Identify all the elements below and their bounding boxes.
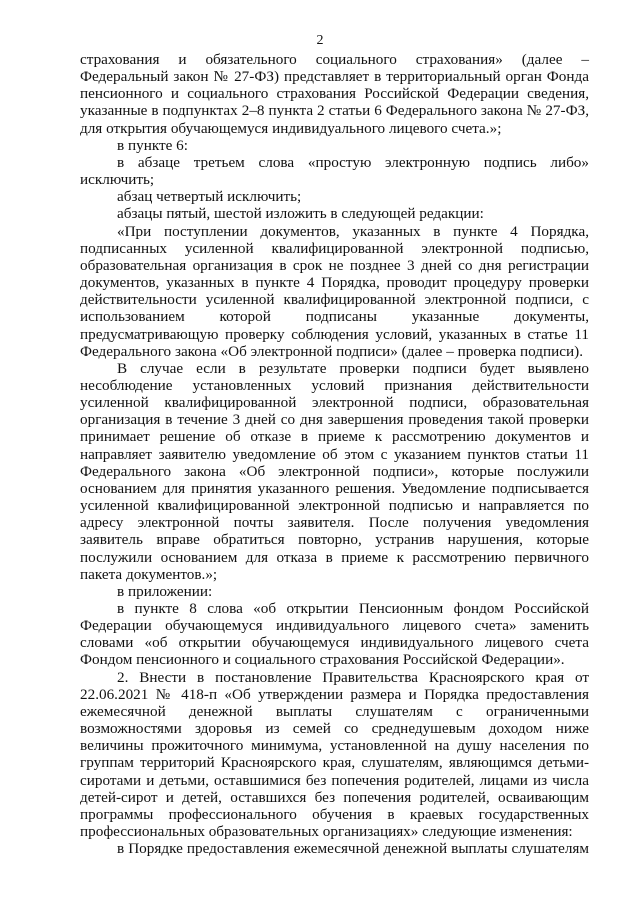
paragraph-amendment-fourth: абзац четвертый исключить; [117,188,302,206]
paragraph-appendix-item-8: в пункте 8 слова «об открытии Пенсионным фондом Российской Федерации обучающемуся индивидуального лицевого счета» заменить словами «об открытии обучающемуся индивидуального лицевого счета Фондом пенсионного и социального страхования Российской Федерации». [80,600,589,669]
paragraph-item-2-resolution: 2. Внести в постановление Правительства Красноярского края от 22.06.2021 № 418-п «Об утверждении размера и Порядка предоставления ежемесячной денежной выплаты слушателям с ограниченными возможностями здоровья из семей со среднедушевым доходом ниже величины прожиточного минимума, установленной на душу населения по группам территорий Красноярского края, слушателям, являющимся детьми-сиротами и детьми, оставшимися без попечения родителей, лицами из числа детей-сирот и детей, оставшихся без попечения родителей, осваивающим программы профессионального обучения в краевых государственных профессиональных образовательных организациях» следующие изменения: [80,668,589,841]
paragraph-continuation: страхования и обязательного социального страхования» (далее – Федеральный закон № 27-ФЗ) представляет в территориальный орган Фонда пенсионного и социального страхования Российской Федерации сведения, указанные в подпунктах 2–8 пункта 2 статьи 6 Федерального закона № 27-ФЗ, для открытия обучающемуся индивидуального лицевого счета.»; [80,51,589,137]
paragraph-order-continues: в Порядке предоставления ежемесячной денежной выплаты слушателям [117,840,589,858]
page-number: 2 [316,33,324,48]
paragraph-appendix: в приложении: [117,582,213,600]
paragraph-quote-refusal: В случае если в результате проверки подписи будет выявлено несоблюдение установленных условий признания действительности усиленной квалифицированной электронной подписи, образовательная организация в течение 3 дней со дня завершения проведения такой проверки принимает решение об отказе в приеме к рассмотрению документов и направляет заявителю уведомление об этом с указанием пунктов статьи 11 Федерального закона «Об электронной подписи», которые послужили основанием для принятия указанного решения. Уведомление подписывается усиленной квалифицированной электронной подписью и направляется по адресу электронной почты заявителя. После получения уведомления заявитель вправе обратиться повторно, устранив нарушения, которые послужили основанием для отказа в приеме к рассмотрению первичного пакета документов.»; [80,359,589,583]
document-body [80,51,589,857]
paragraph-amendment-third: в абзаце третьем слова «простую электронную подпись либо» исключить; [80,153,589,189]
paragraph-amendment-fifth-sixth: абзацы пятый, шестой изложить в следующей редакции: [117,205,484,223]
paragraph-item-6: в пункте 6: [117,136,188,154]
paragraph-quote-verification: «При поступлении документов, указанных в пункте 4 Порядка, подписанных усиленной квалифицированной электронной подписью, образовательная организация в срок не позднее 3 дней со дня регистрации документов, указанных в пункте 4 Порядка, проводит процедуру проверки действительности усиленной квалифицированной электронной подписи, с использованием которой подписаны указанные документы, предусматривающую проверку соблюдения условий, указанных в статье 11 Федерального закона «Об электронной подписи» (далее – проверка подписи). [80,222,589,360]
